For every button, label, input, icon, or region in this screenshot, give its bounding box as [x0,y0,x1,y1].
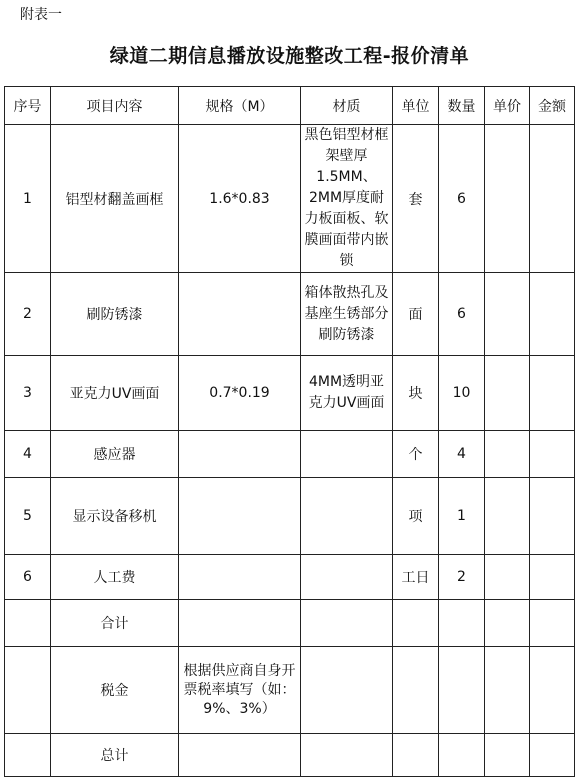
cell-seq [5,647,51,734]
cell-material [301,734,393,777]
cell-spec: 1.6*0.83 [179,125,301,273]
cell-qty: 4 [439,431,485,478]
cell-spec [179,478,301,555]
cell-amount [530,431,575,478]
header-unit: 单位 [393,87,439,125]
cell-amount [530,125,575,273]
cell-amount [530,273,575,356]
cell-unit [393,734,439,777]
cell-seq: 5 [5,478,51,555]
cell-material [301,555,393,600]
cell-price [485,734,530,777]
attachment-label: 附表一 [20,7,62,23]
cell-qty: 1 [439,478,485,555]
cell-spec [179,734,301,777]
cell-spec [179,555,301,600]
header-spec: 规格（M） [179,87,301,125]
cell-seq: 1 [5,125,51,273]
tax-label: 税金 [51,647,179,734]
cell-qty [439,600,485,647]
cell-material: 箱体散热孔及基座生锈部分刷防锈漆 [301,273,393,356]
cell-unit: 项 [393,478,439,555]
cell-price [485,478,530,555]
cell-seq: 3 [5,356,51,431]
cell-item: 人工费 [51,555,179,600]
cell-price [485,647,530,734]
cell-price [485,555,530,600]
cell-qty [439,647,485,734]
cell-unit: 个 [393,431,439,478]
cell-spec [179,600,301,647]
cell-qty: 6 [439,125,485,273]
header-qty: 数量 [439,87,485,125]
cell-amount [530,356,575,431]
total-row [5,734,575,777]
cell-amount [530,478,575,555]
header-amount: 金额 [530,87,575,125]
cell-qty: 6 [439,273,485,356]
cell-spec [179,273,301,356]
table-row [5,431,575,478]
cell-unit: 套 [393,125,439,273]
tax-row [5,647,575,734]
cell-price [485,273,530,356]
cell-material: 黑色铝型材框架壁厚1.5MM、2MM厚度耐力板面板、软膜画面带内嵌锁 [301,125,393,273]
cell-amount [530,555,575,600]
table-row [5,273,575,356]
cell-seq: 4 [5,431,51,478]
subtotal-row [5,600,575,647]
subtotal-label: 合计 [51,600,179,647]
cell-unit [393,600,439,647]
quotation-table [4,86,575,777]
cell-spec: 0.7*0.19 [179,356,301,431]
table-row [5,555,575,600]
cell-material [301,600,393,647]
cell-material [301,478,393,555]
total-label: 总计 [51,734,179,777]
cell-price [485,125,530,273]
header-seq: 序号 [5,87,51,125]
cell-seq: 6 [5,555,51,600]
cell-seq: 2 [5,273,51,356]
tax-note: 根据供应商自身开票税率填写（如：9%、3%） [179,647,301,734]
cell-amount [530,600,575,647]
cell-item: 铝型材翻盖画框 [51,125,179,273]
cell-material [301,647,393,734]
header-material: 材质 [301,87,393,125]
table-row [5,478,575,555]
cell-item: 刷防锈漆 [51,273,179,356]
document-title: 绿道二期信息播放设施整改工程-报价清单 [109,45,470,67]
table-row [5,356,575,431]
cell-unit: 工日 [393,555,439,600]
cell-price [485,431,530,478]
cell-amount [530,734,575,777]
cell-material [301,431,393,478]
cell-seq [5,600,51,647]
cell-spec [179,431,301,478]
cell-qty: 2 [439,555,485,600]
cell-material: 4MM透明亚克力UV画面 [301,356,393,431]
cell-price [485,356,530,431]
cell-seq [5,734,51,777]
header-item: 项目内容 [51,87,179,125]
table-header-row [5,87,575,125]
table-row [5,125,575,273]
cell-unit [393,647,439,734]
cell-price [485,600,530,647]
cell-amount [530,647,575,734]
cell-item: 亚克力UV画面 [51,356,179,431]
cell-item: 显示设备移机 [51,478,179,555]
cell-item: 感应器 [51,431,179,478]
cell-unit: 块 [393,356,439,431]
cell-qty [439,734,485,777]
cell-unit: 面 [393,273,439,356]
cell-qty: 10 [439,356,485,431]
header-price: 单价 [485,87,530,125]
